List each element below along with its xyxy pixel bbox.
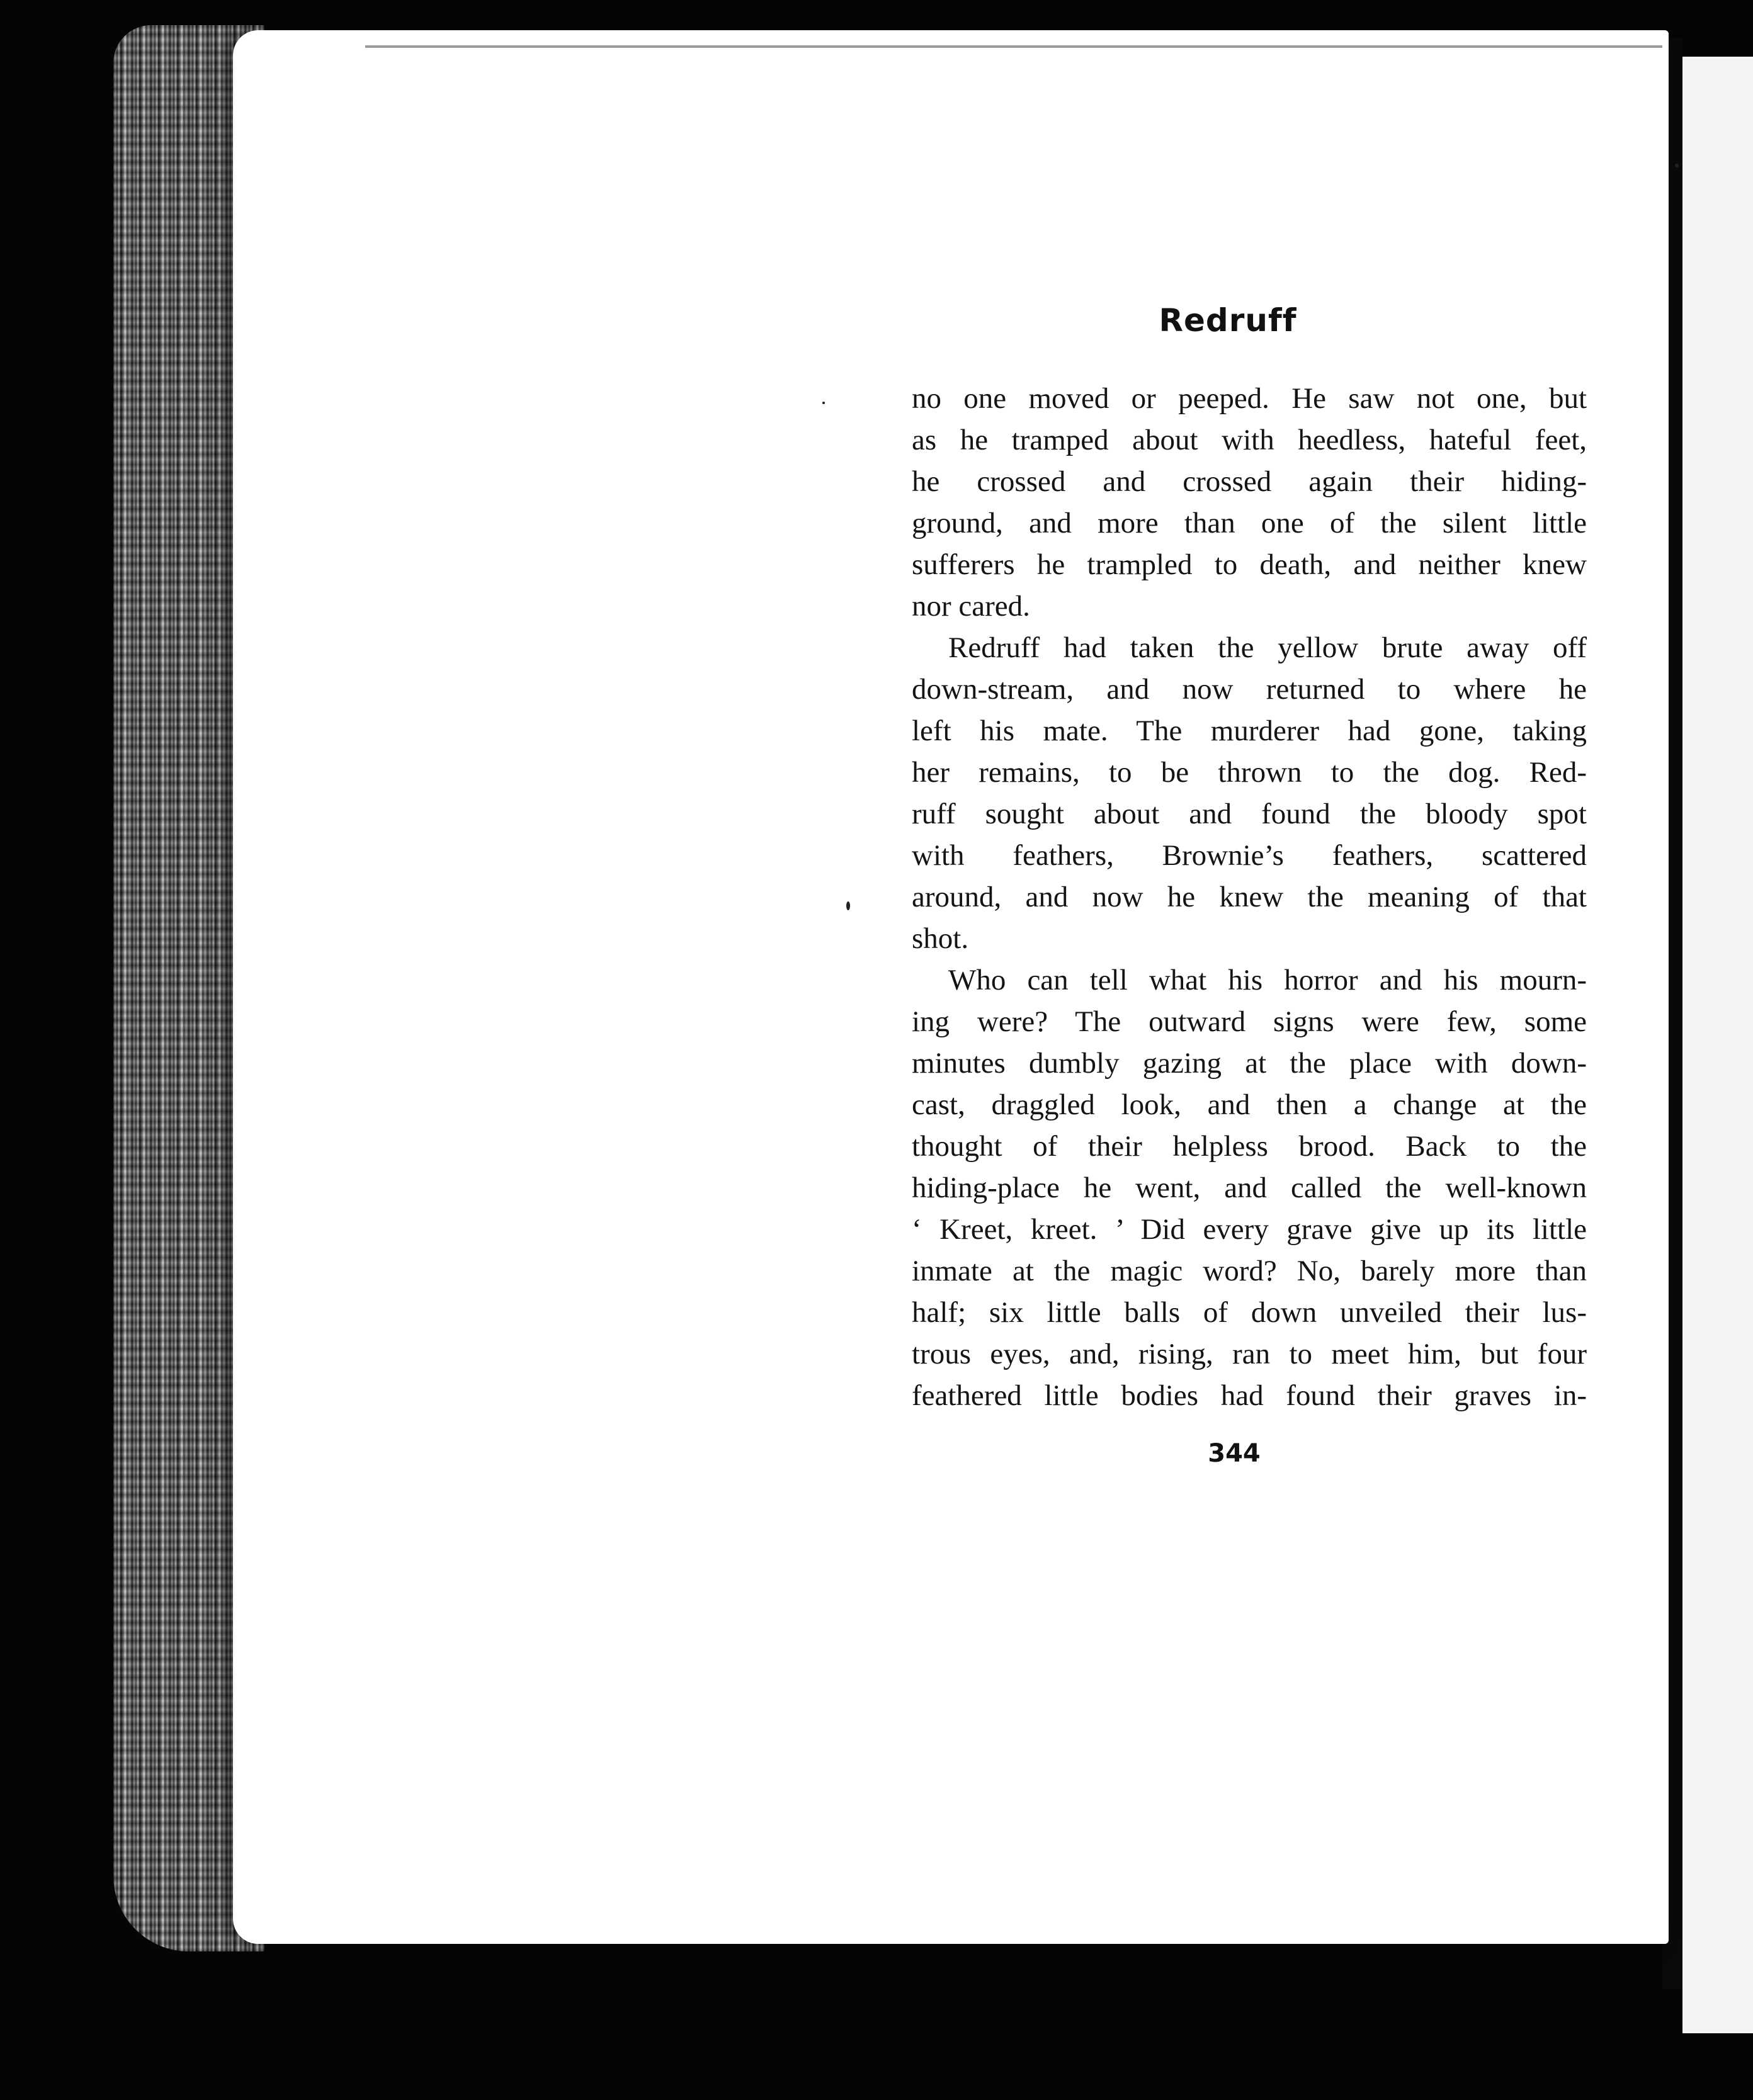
scan-speck bbox=[822, 402, 825, 404]
text-line: as he tramped about with heedless, hateful feet, bbox=[912, 424, 1587, 456]
text-line: thought of their helpless brood. Back to the bbox=[912, 1130, 1587, 1163]
body-text bbox=[912, 378, 1587, 1416]
text-line: cast, draggled look, and then a change at the bbox=[912, 1088, 1587, 1121]
text-line: inmate at the magic word? No, barely more than bbox=[912, 1255, 1587, 1287]
text-line: no one moved or peeped. He saw not one, but bbox=[912, 382, 1587, 415]
text-line: he crossed and crossed again their hiding- bbox=[912, 465, 1587, 498]
text-line: trous eyes, and, rising, ran to meet him, but four bbox=[912, 1338, 1587, 1370]
text-line: left his mate. The murderer had gone, taking bbox=[912, 714, 1587, 747]
text-line: minutes dumbly gazing at the place with down- bbox=[912, 1047, 1587, 1080]
text-line: nor cared. bbox=[912, 590, 1030, 623]
paragraph-2 bbox=[912, 627, 1587, 959]
text-line: around, and now he knew the meaning of that bbox=[912, 881, 1587, 913]
text-line: her remains, to be thrown to the dog. Red- bbox=[912, 756, 1587, 789]
page-number: 344 bbox=[1208, 1439, 1261, 1468]
text-line: ing were? The outward signs were few, some bbox=[912, 1005, 1587, 1038]
text-line: hiding-place he went, and called the well-known bbox=[912, 1171, 1587, 1204]
text-line: feathered little bodies had found their graves in- bbox=[912, 1379, 1587, 1412]
text-line: shot. bbox=[912, 922, 969, 955]
text-line: ground, and more than one of the silent little bbox=[912, 507, 1587, 539]
running-header: Redruff bbox=[1159, 302, 1297, 339]
paragraph-1 bbox=[912, 378, 1587, 627]
text-line: with feathers, Brownie’s feathers, scattered bbox=[912, 839, 1587, 872]
paragraph-3 bbox=[912, 959, 1587, 1416]
text-line: down-stream, and now returned to where he bbox=[912, 673, 1587, 706]
text-line: half; six little balls of down unveiled their lus- bbox=[912, 1296, 1587, 1329]
text-line: ruff sought about and found the bloody spot bbox=[912, 798, 1587, 830]
text-line: ‘ Kreet, kreet. ’ Did every grave give up its little bbox=[912, 1213, 1587, 1246]
text-line: sufferers he trampled to death, and neither knew bbox=[912, 548, 1587, 581]
facing-page-edge bbox=[1682, 57, 1753, 2033]
page-top-edge bbox=[365, 45, 1662, 48]
text-line: Redruff had taken the yellow brute away off bbox=[948, 631, 1587, 664]
scan-speck bbox=[1675, 164, 1679, 167]
scan-speck bbox=[846, 901, 850, 910]
text-line: Who can tell what his horror and his mourn- bbox=[948, 964, 1587, 996]
